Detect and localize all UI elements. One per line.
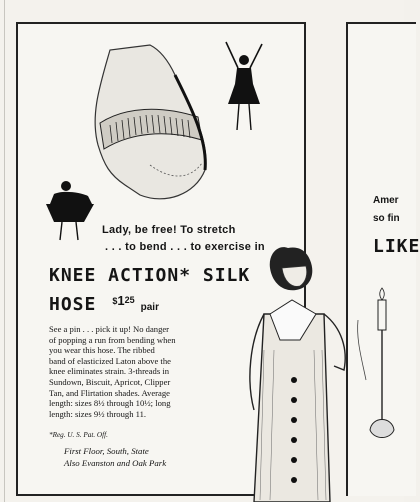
bending-woman-illustration xyxy=(40,178,96,244)
body-line: length: sizes 9½ through 11. xyxy=(49,408,147,419)
product-headline: KNEE ACTION* SILK xyxy=(49,265,251,286)
candlestick-illustration xyxy=(352,280,404,460)
product-description xyxy=(49,324,249,419)
price-unit: pair xyxy=(140,302,159,313)
dancing-woman-illustration xyxy=(222,38,266,138)
store-line-2: Also Evanston and Oak Park xyxy=(64,458,167,468)
adjacent-ad-line-1: Amer xyxy=(373,195,399,206)
price-cents: 25 xyxy=(124,295,135,305)
body-line: Sundown, Biscuit, Apricot, Clipper xyxy=(49,376,171,387)
body-line: band of elasticized Laton above the xyxy=(49,355,171,366)
body-line: of popping a run from bending when xyxy=(49,334,176,345)
trademark-note: *Reg. U. S. Pat. Off. xyxy=(49,431,108,439)
price-currency: $ xyxy=(112,296,118,306)
adjacent-ad-text xyxy=(373,192,400,228)
price-dollars: 1 xyxy=(117,293,125,308)
product-name: HOSE xyxy=(49,294,97,315)
adjacent-ad-line-2: so fin xyxy=(373,213,400,224)
price-row xyxy=(49,292,159,318)
store-locations xyxy=(64,445,166,469)
tagline-line-1: Lady, be free! To stretch xyxy=(102,224,236,236)
store-line-1: First Floor, South, State xyxy=(64,446,149,456)
body-line: See a pin . . . pick it up! No danger xyxy=(49,324,170,334)
adjacent-ad-headline: LIKE xyxy=(373,236,420,257)
body-line: knee eliminates strain. 3-threads in xyxy=(49,366,170,377)
tagline xyxy=(102,222,302,256)
body-line: length: sizes 8½ through 10½; long xyxy=(49,398,171,409)
page-edge-line xyxy=(4,0,5,502)
tagline-line-2: . . . to bend . . . to exercise in xyxy=(105,241,265,253)
body-line: Tan, and Flirtation shades. Average xyxy=(49,387,170,398)
body-line: you wear this hose. The ribbed xyxy=(49,345,155,356)
